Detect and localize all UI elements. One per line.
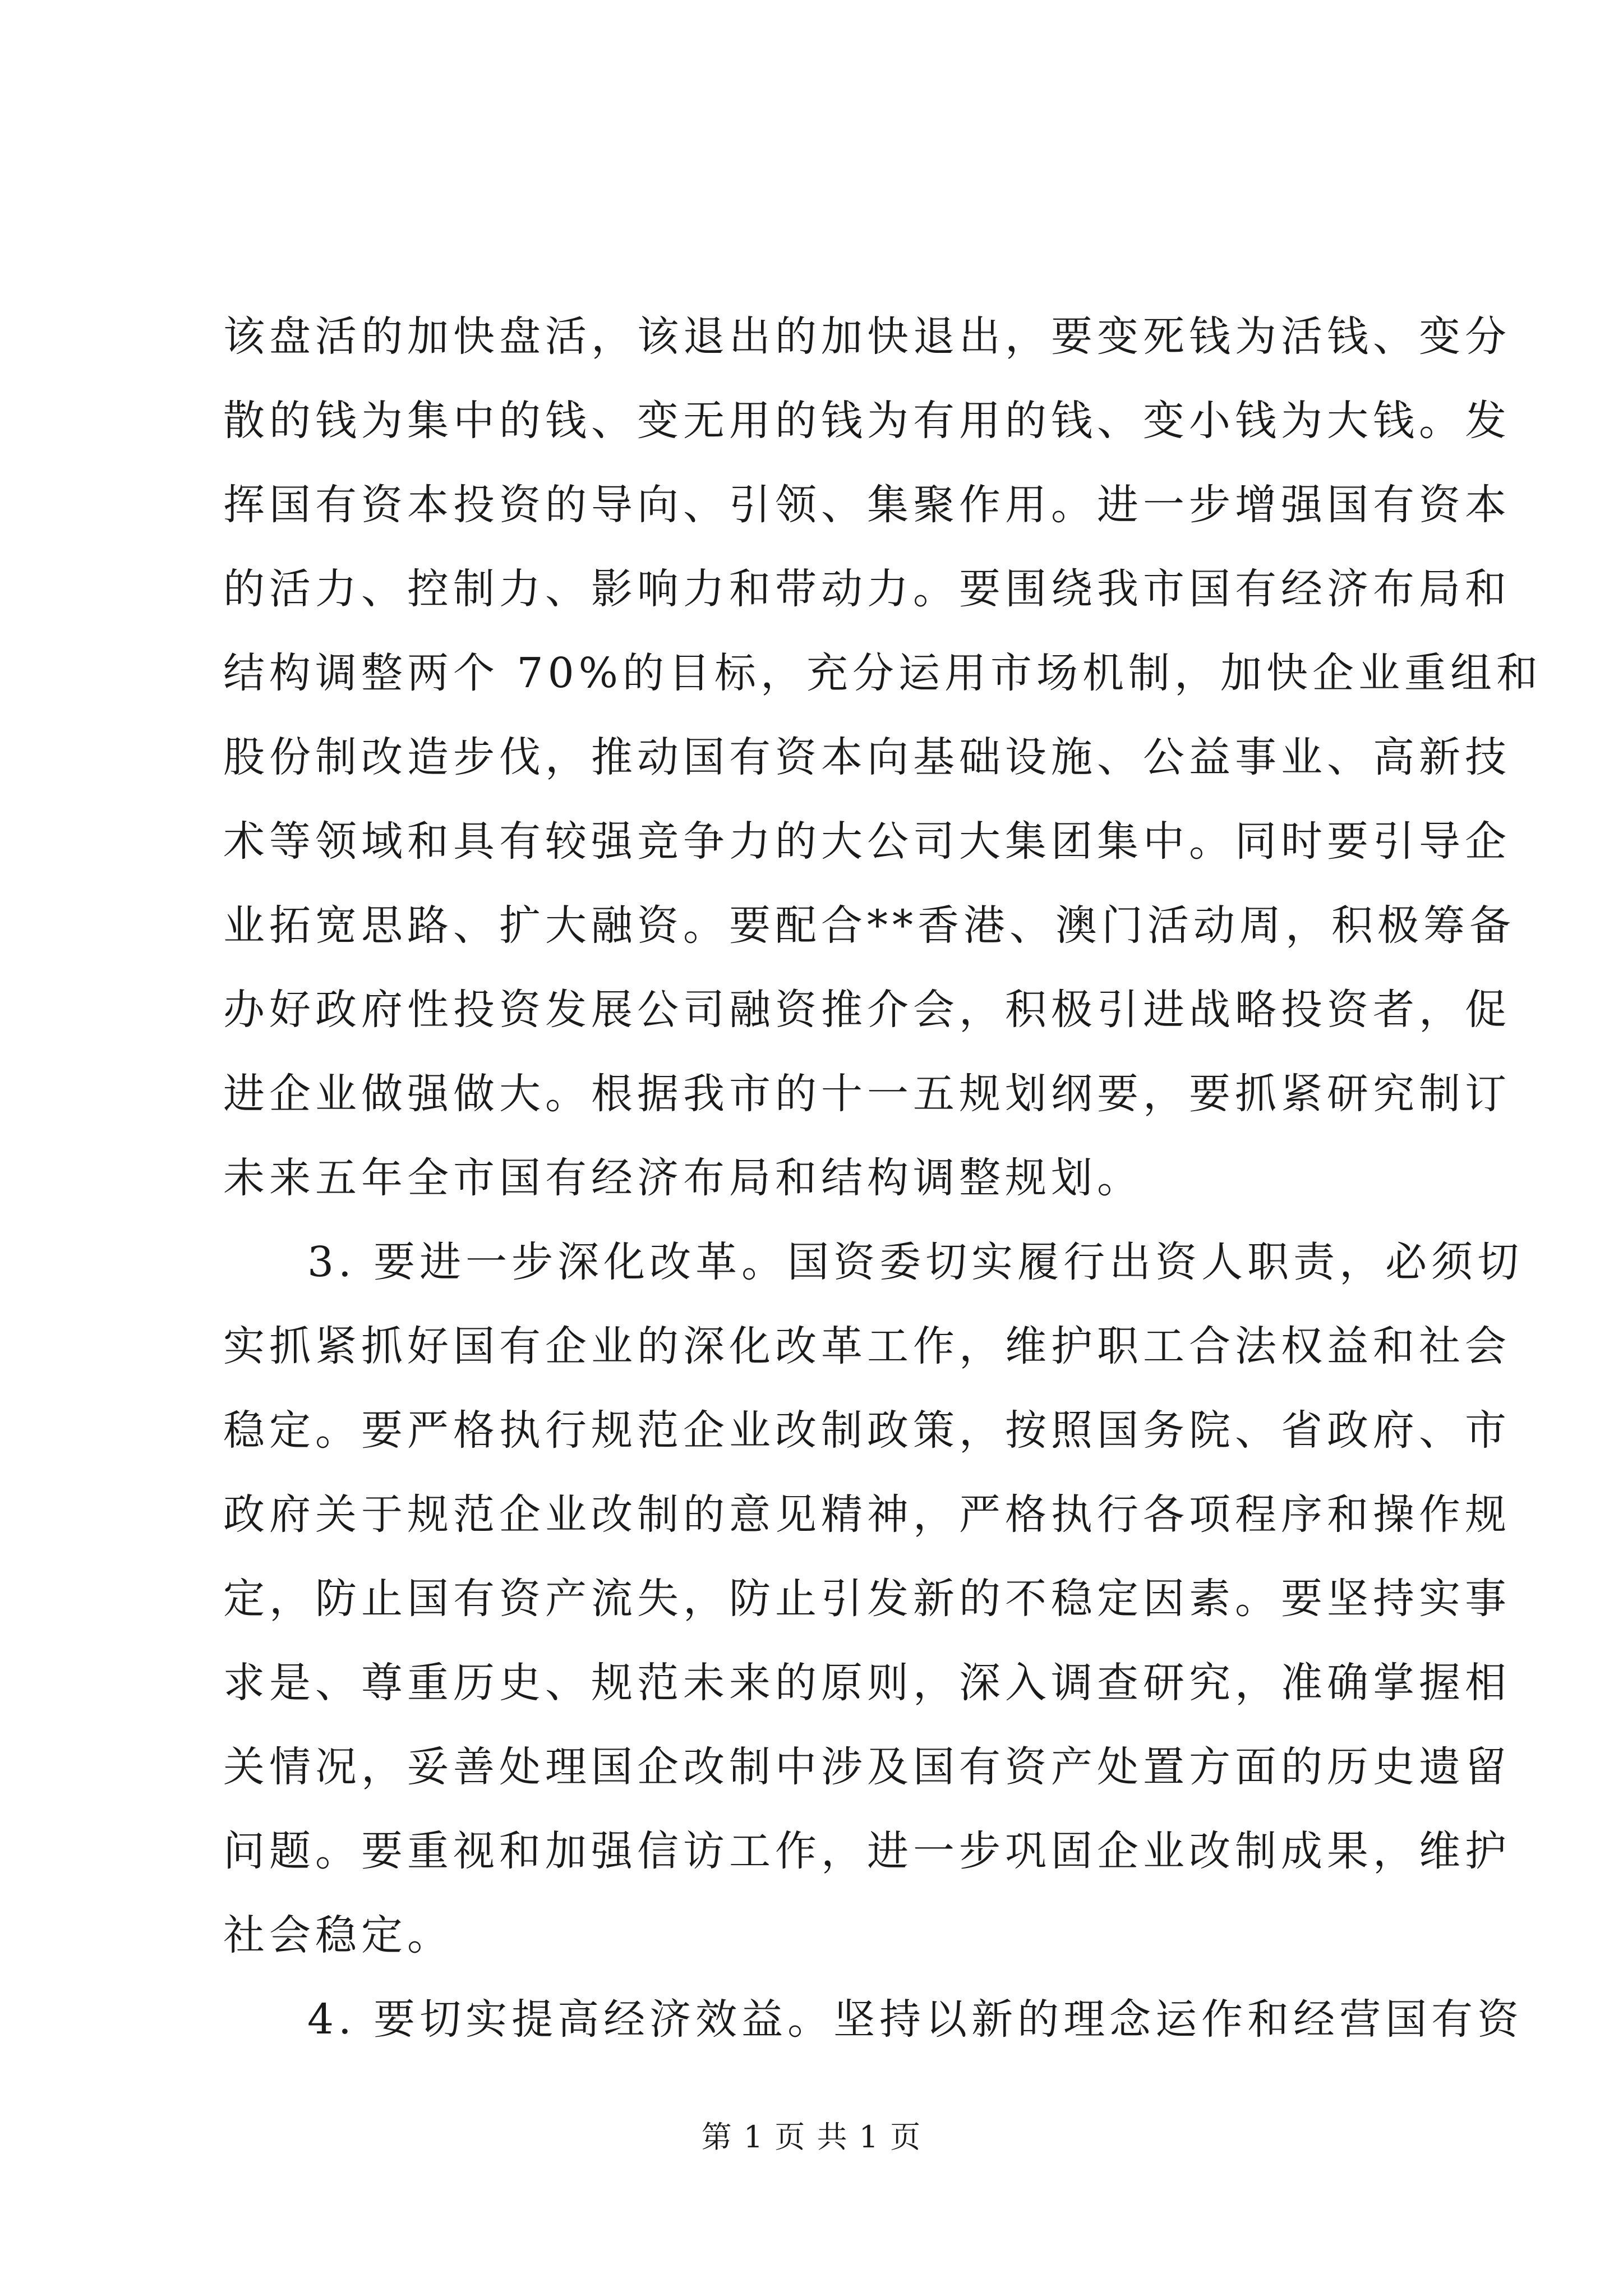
- text-line: 该盘活的加快盘活，该退出的加快退出，要变死钱为活钱、变分: [223, 312, 1511, 361]
- text-line: 办好政府性投资发展公司融资推介会，积极引进战略投资者，促: [223, 986, 1511, 1034]
- text-line: 定，防止国有资产流失，防止引发新的不稳定因素。要坚持实事: [223, 1575, 1511, 1623]
- text-line: 散的钱为集中的钱、变无用的钱为有用的钱、变小钱为大钱。发: [223, 397, 1511, 445]
- text-line: 结构调整两个 70%的目标，充分运用市场机制，加快企业重组和: [223, 649, 1542, 697]
- text-line: 稳定。要严格执行规范企业改制政策，按照国务院、省政府、市: [223, 1406, 1511, 1455]
- text-line: 社会稳定。: [223, 1911, 453, 1959]
- section-heading-line: 3. 要进一步深化改革。国资委切实履行出资人职责，必须切: [307, 1238, 1524, 1286]
- text-line: 股份制改造步伐，推动国有资本向基础设施、公益事业、高新技: [223, 733, 1511, 781]
- text-line: 术等领域和具有较强竞争力的大公司大集团集中。同时要引导企: [223, 817, 1511, 866]
- text-line: 业拓宽思路、扩大融资。要配合**香港、澳门活动周，积极筹备: [223, 901, 1515, 950]
- text-line: 未来五年全市国有经济布局和结构调整规划。: [223, 1154, 1143, 1202]
- text-line: 进企业做强做大。根据我市的十一五规划纲要，要抓紧研究制订: [223, 1070, 1511, 1118]
- text-line: 关情况，妥善处理国企改制中涉及国有资产处置方面的历史遗留: [223, 1743, 1511, 1791]
- page-footer: 第 1 页 共 1 页: [701, 2119, 922, 2155]
- text-line: 求是、尊重历史、规范未来的原则，深入调查研究，准确掌握相: [223, 1659, 1511, 1707]
- text-line: 的活力、控制力、影响力和带动力。要围绕我市国有经济布局和: [223, 565, 1511, 613]
- section-heading-line: 4. 要切实提高经济效益。坚持以新的理念运作和经营国有资: [307, 1995, 1524, 2044]
- text-line: 实抓紧抓好国有企业的深化改革工作，维护职工合法权益和社会: [223, 1322, 1511, 1370]
- text-line: 挥国有资本投资的导向、引领、集聚作用。进一步增强国有资本: [223, 481, 1511, 529]
- text-line: 政府关于规范企业改制的意见精神，严格执行各项程序和操作规: [223, 1490, 1511, 1539]
- text-line: 问题。要重视和加强信访工作，进一步巩固企业改制成果，维护: [223, 1827, 1511, 1875]
